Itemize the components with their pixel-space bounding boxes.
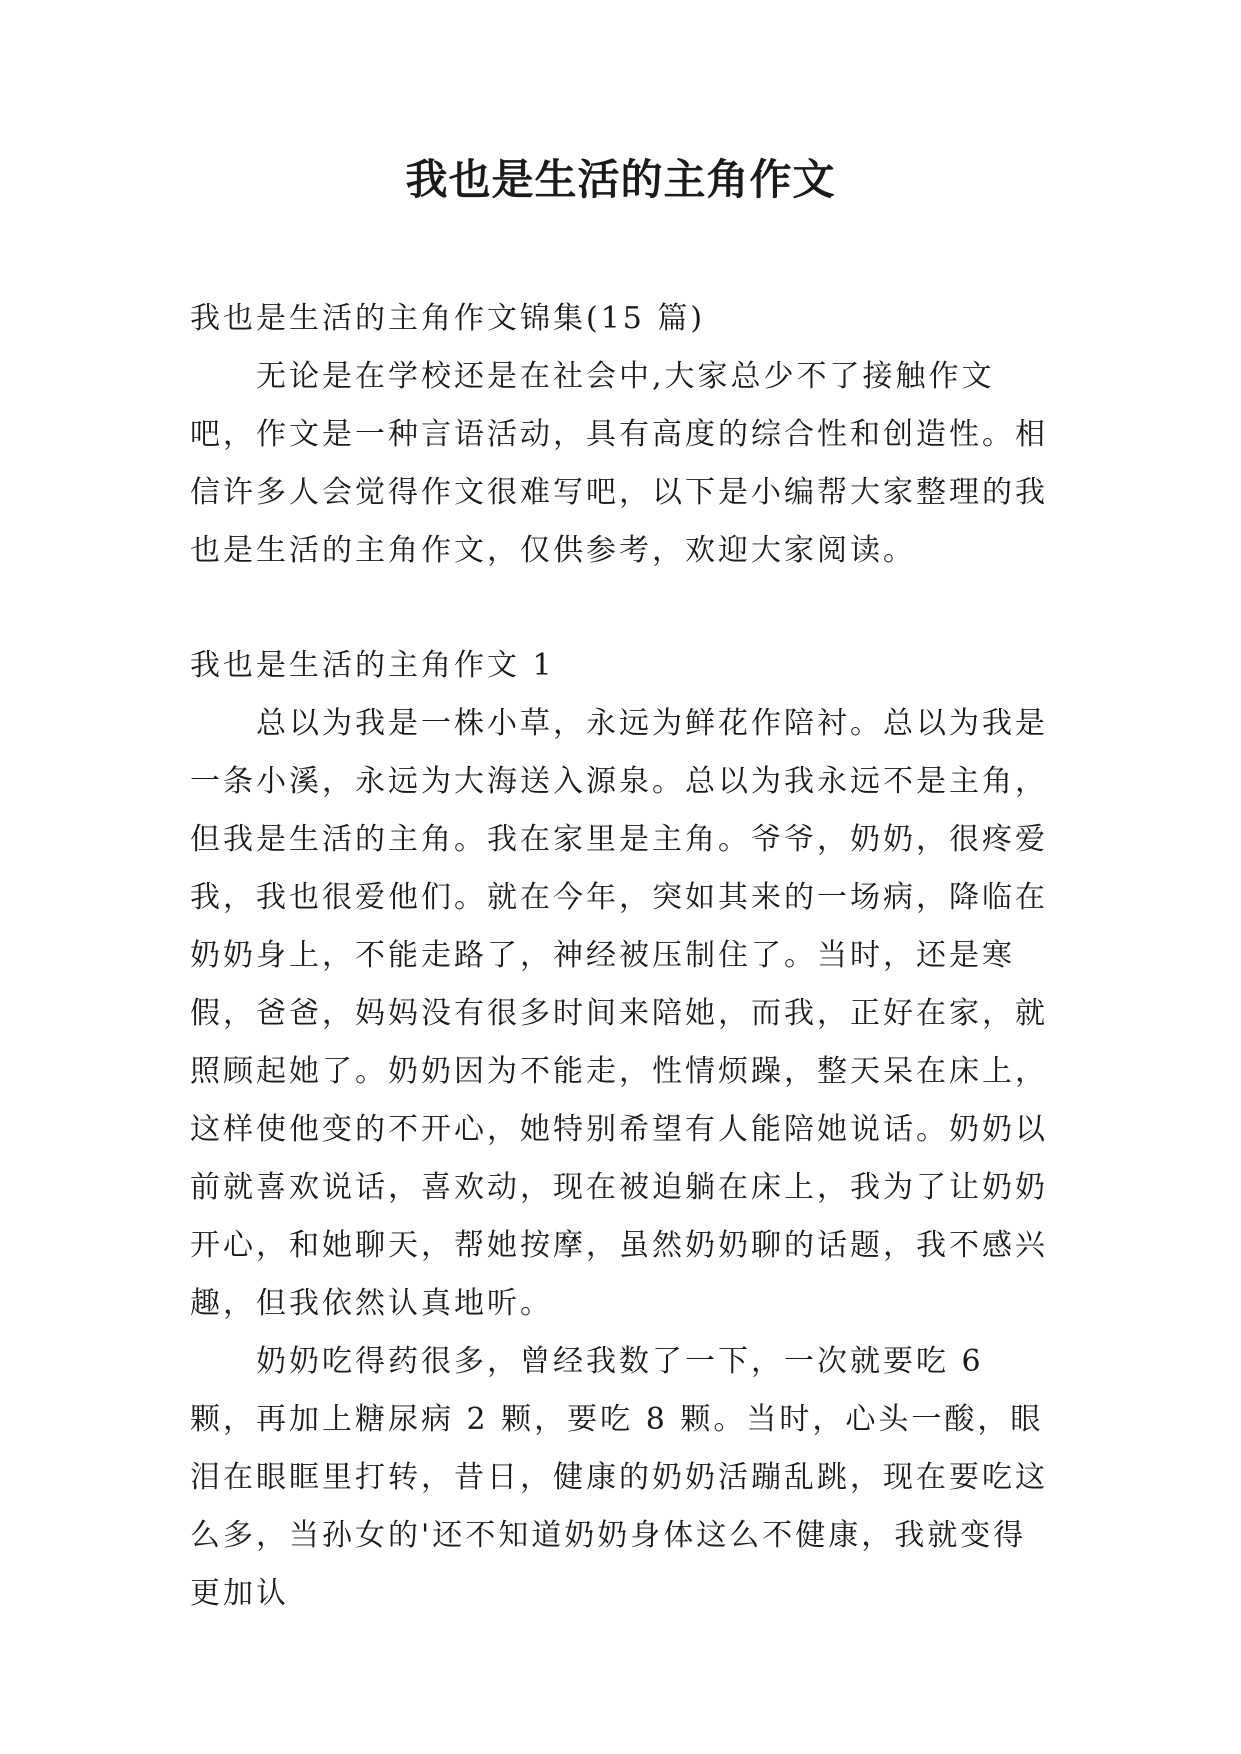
essay-paragraph: 奶奶吃得药很多，曾经我数了一下，一次就要吃 6 颗，再加上糖尿病 2 颗，要吃 8 颗。当时，心头一酸，眼泪在眼眶里打转，昔日，健康的奶奶活蹦乱跳，现在要吃这么多，当孙女的'还不知道奶奶身体这么不健康，我就变得更加认 <box>190 1344 1048 1611</box>
essay-heading: 我也是生活的主角作文 1 <box>190 648 555 683</box>
collection-heading: 我也是生活的主角作文锦集(15 篇) <box>190 301 706 336</box>
page-title: 我也是生活的主角作文 <box>405 155 836 204</box>
intro-paragraph: 无论是在学校还是在社会中,大家总少不了接触作文吧，作文是一种言语活动，具有高度的综合性和创造性。相信许多人会觉得作文很难写吧，以下是小编帮大家整理的我也是生活的主角作文，仅供参考，欢迎大家阅读。 <box>190 359 1048 568</box>
essay-paragraph: 总以为我是一株小草，永远为鲜花作陪衬。总以为我是一条小溪，永远为大海送入源泉。总以为我永远不是主角，但我是生活的主角。我在家里是主角。爷爷，奶奶，很疼爱我，我也很爱他们。就在今年，突如其来的一场病，降临在奶奶身上，不能走路了，神经被压制住了。当时，还是寒假，爸爸，妈妈没有很多时间来陪她，而我，正好在家，就照顾起她了。奶奶因为不能走，性情烦躁，整天呆在床上，这样使他变的不开心，她特别希望有人能陪她说话。奶奶以前就喜欢说话，喜欢动，现在被迫躺在床上，我为了让奶奶开心，和她聊天，帮她按摩，虽然奶奶聊的话题，我不感兴趣，但我依然认真地听。 <box>190 706 1048 1321</box>
